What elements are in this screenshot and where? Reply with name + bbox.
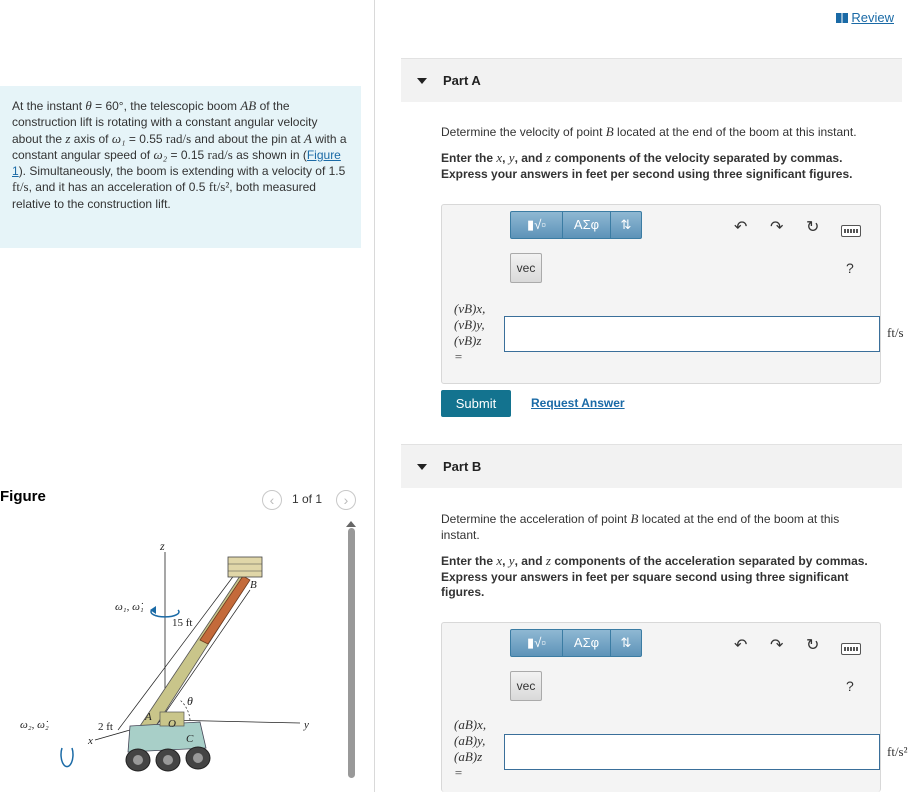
instruction-text: ,: [502, 151, 509, 165]
point-a-label: A: [145, 711, 152, 723]
dim-15ft-label: 15 ft: [172, 617, 193, 629]
problem-text: , both measured relative to the construction lift.: [12, 180, 316, 211]
wheel-hub: [133, 755, 143, 765]
var-label: (aB)z: [454, 749, 483, 764]
redo-icon[interactable]: ↷: [770, 219, 784, 236]
review-link[interactable]: [836, 10, 894, 25]
scroll-up-arrow[interactable]: [346, 521, 356, 527]
problem-text: ). Simultaneously, the boom is extending with a velocity of 1.5: [18, 164, 346, 179]
unit-ft-s: ft/s: [12, 179, 29, 195]
omega2-rotation-arrow: [61, 748, 73, 767]
omega2-label: ω₂, ω̇₂: [20, 719, 49, 731]
var-label: (aB)x,: [454, 717, 487, 732]
problem-text: = 0.15: [167, 147, 208, 162]
submit-button[interactable]: Submit: [441, 390, 511, 417]
keyboard-icon[interactable]: [841, 225, 861, 237]
y-symbol: y: [508, 150, 515, 165]
problem-text: , and it has an acceleration of 0.5: [28, 180, 209, 195]
help-icon[interactable]: ?: [846, 678, 854, 694]
reset-icon[interactable]: ↻: [806, 637, 820, 654]
instruction-text: , and: [514, 554, 546, 568]
part-a-question: [441, 124, 901, 141]
problem-text: = 0.55: [125, 131, 166, 146]
question-text: Determine the acceleration of point: [441, 512, 631, 526]
problem-text: with a constant angular speed of: [12, 131, 347, 162]
omega1-symbol: ω₁: [111, 130, 126, 146]
var-label: (vB)x,: [454, 301, 486, 316]
problem-statement: [0, 86, 361, 248]
dim-2ft-label: 2 ft: [98, 721, 113, 733]
prev-figure-button[interactable]: ‹: [262, 490, 282, 510]
omega2-symbol: ω₂: [153, 146, 168, 162]
review-icon: [836, 13, 848, 23]
part-a-header[interactable]: [401, 58, 902, 102]
problem-text: = 60°, the telescopic boom: [91, 99, 241, 113]
redo-icon[interactable]: ↷: [770, 637, 784, 654]
reset-icon[interactable]: ↻: [806, 219, 820, 236]
construction-lift-figure: [0, 530, 340, 792]
greek-symbols-button[interactable]: ΑΣφ: [563, 630, 611, 656]
theta-label: θ: [187, 694, 193, 708]
figure-scrollbar[interactable]: [348, 528, 355, 778]
instruction-text: Enter the: [441, 554, 497, 568]
math-toolbar: [510, 211, 642, 239]
problem-text: axis of: [70, 131, 112, 146]
math-toolbar: [510, 629, 642, 657]
point-c-label: C: [186, 733, 194, 745]
part-b-answer-box: [441, 622, 881, 792]
part-a-label: Part A: [443, 73, 481, 88]
z-symbol: z: [65, 130, 71, 146]
question-text: located at the end of the boom at this instant.: [441, 512, 840, 542]
instruction-text: , and: [514, 151, 546, 165]
vec-button[interactable]: vec: [510, 671, 542, 701]
a-symbol: A: [303, 130, 312, 146]
x-symbol: x: [496, 150, 503, 165]
part-b-header[interactable]: [401, 444, 902, 488]
figure-title: Figure: [0, 488, 46, 505]
part-b-question: [441, 511, 881, 543]
part-a-unit: ft/s: [887, 325, 904, 340]
templates-button[interactable]: ▮√▫: [511, 212, 563, 238]
boom-upper: [200, 576, 250, 644]
collapse-triangle-icon[interactable]: [417, 464, 427, 470]
var-label: (vB)y,: [454, 317, 485, 332]
undo-icon[interactable]: ↶: [734, 219, 748, 236]
instruction-text: components of the acceleration separated by commas. Express your answers in feet per square second using three significant figures.: [441, 554, 868, 599]
x-axis-label: x: [88, 735, 93, 747]
unit-ft-s2: ft/s²: [208, 179, 230, 195]
part-a-variable-labels: [454, 301, 485, 365]
point-b-label: B: [250, 579, 257, 591]
x-symbol: x: [496, 553, 503, 568]
templates-button[interactable]: ▮√▫: [511, 630, 563, 656]
lift-basket: [228, 557, 262, 577]
collapse-triangle-icon[interactable]: [417, 78, 427, 84]
instruction-text: ,: [502, 554, 509, 568]
point-o-label: O: [168, 718, 176, 730]
z-symbol: z: [545, 553, 551, 568]
point-b-symbol: B: [605, 124, 614, 139]
figure-link[interactable]: Figure 1: [12, 147, 341, 179]
part-b-unit: ft/s²: [887, 744, 908, 759]
next-figure-button[interactable]: ›: [336, 490, 356, 510]
omega1-label: ω₁, ω̇₁: [115, 601, 144, 613]
problem-text: of the construction lift is rotating with a constant angular velocity about the: [12, 99, 318, 146]
greek-symbols-button[interactable]: ΑΣφ: [563, 212, 611, 238]
unit-rad-s: rad/s: [165, 130, 192, 146]
instruction-text: Enter the: [441, 151, 497, 165]
question-text: located at the end of the boom at this instant.: [613, 125, 857, 139]
z-symbol: z: [545, 150, 551, 165]
arrows-button[interactable]: ⇅: [620, 217, 632, 232]
boom-ab-symbol: AB: [240, 98, 257, 113]
equals-sign: =: [454, 765, 463, 780]
figure-pager: 1 of 1: [292, 492, 323, 506]
y-symbol: y: [508, 553, 515, 568]
equals-sign: =: [454, 349, 463, 364]
z-axis-label: z: [160, 539, 165, 553]
y-axis-label: y: [304, 719, 309, 731]
instruction-text: components of the velocity separated by commas.: [550, 151, 843, 165]
vec-button[interactable]: vec: [510, 253, 542, 283]
wheel-hub: [193, 753, 203, 763]
part-a-instructions: [441, 150, 901, 182]
wheel-hub: [163, 755, 173, 765]
part-b-instructions: [441, 553, 881, 601]
var-label: (aB)y,: [454, 733, 486, 748]
theta-symbol: θ: [85, 98, 92, 113]
keyboard-icon[interactable]: [841, 643, 861, 655]
point-b-symbol: B: [630, 511, 639, 526]
pane-divider: [374, 0, 375, 792]
part-b-label: Part B: [443, 459, 482, 474]
part-b-variable-labels: [454, 717, 486, 781]
part-b-answer-input[interactable]: [504, 734, 880, 770]
var-label: (vB)z: [454, 333, 482, 348]
part-a-answer-box: [441, 204, 881, 384]
help-icon[interactable]: ?: [846, 260, 854, 276]
question-text: Determine the velocity of point: [441, 125, 606, 139]
review-label: Review: [851, 10, 894, 25]
arrows-button[interactable]: ⇅: [620, 635, 632, 650]
part-a-answer-input[interactable]: [504, 316, 880, 352]
request-answer-link[interactable]: Request Answer: [531, 396, 625, 410]
dimension-line: [118, 570, 238, 730]
problem-text: as shown in (: [232, 147, 307, 162]
problem-text: At the instant: [12, 99, 86, 113]
problem-text: and about the pin at: [191, 131, 304, 146]
unit-rad-s: rad/s: [207, 146, 233, 162]
undo-icon[interactable]: ↶: [734, 637, 748, 654]
instruction-text: Express your answers in feet per second using three significant figures.: [441, 166, 853, 181]
